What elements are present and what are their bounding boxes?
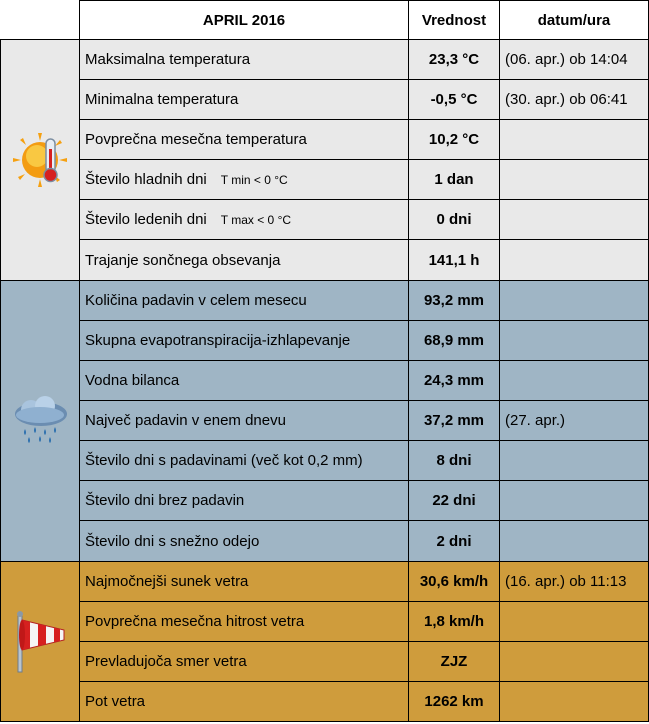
row-date: (27. apr.) bbox=[500, 401, 649, 441]
row-label: Povprečna mesečna temperatura bbox=[80, 120, 409, 160]
row-label: Vodna bilanca bbox=[80, 361, 409, 401]
table-row bbox=[1, 481, 649, 521]
row-date bbox=[500, 321, 649, 361]
row-value: 1 dan bbox=[409, 160, 500, 200]
row-date bbox=[500, 200, 649, 240]
row-label: Povprečna mesečna hitrost vetra bbox=[80, 602, 409, 642]
row-value: 23,3 °C bbox=[409, 40, 500, 80]
header-row bbox=[1, 1, 649, 40]
windsock-icon bbox=[10, 610, 70, 674]
row-date bbox=[500, 521, 649, 562]
row-label: Prevladujoča smer vetra bbox=[80, 642, 409, 682]
row-date: (30. apr.) ob 06:41 bbox=[500, 80, 649, 120]
row-date bbox=[500, 281, 649, 321]
row-value: 10,2 °C bbox=[409, 120, 500, 160]
precipitation-icon-cell bbox=[1, 281, 80, 562]
row-value: 68,9 mm bbox=[409, 321, 500, 361]
row-value: 2 dni bbox=[409, 521, 500, 562]
table-row bbox=[1, 642, 649, 682]
table-row bbox=[1, 321, 649, 361]
date-column-header: datum/ura bbox=[500, 1, 649, 40]
row-label: Količina padavin v celem mesecu bbox=[80, 281, 409, 321]
row-date bbox=[500, 160, 649, 200]
row-date bbox=[500, 441, 649, 481]
rain-cloud-icon bbox=[11, 396, 69, 446]
row-value: 8 dni bbox=[409, 441, 500, 481]
row-value: 30,6 km/h bbox=[409, 562, 500, 602]
row-label: Minimalna temperatura bbox=[80, 80, 409, 120]
row-date bbox=[500, 602, 649, 642]
table-row bbox=[1, 160, 649, 200]
row-date bbox=[500, 240, 649, 281]
row-label: Število dni brez padavin bbox=[80, 481, 409, 521]
value-column-header: Vrednost bbox=[409, 1, 500, 40]
row-label: Najmočnejši sunek vetra bbox=[80, 562, 409, 602]
row-value: 22 dni bbox=[409, 481, 500, 521]
row-date bbox=[500, 642, 649, 682]
table-row bbox=[1, 682, 649, 722]
row-date bbox=[500, 481, 649, 521]
row-label-condition: T min < 0 °C bbox=[220, 173, 288, 187]
table-row bbox=[1, 40, 649, 80]
row-value: 93,2 mm bbox=[409, 281, 500, 321]
row-label: Število hladnih dni T min < 0 °C bbox=[80, 160, 409, 200]
table-row bbox=[1, 80, 649, 120]
table-row bbox=[1, 240, 649, 281]
row-label-condition: T max < 0 °C bbox=[220, 213, 292, 227]
row-label: Število dni s snežno odejo bbox=[80, 521, 409, 562]
table-row bbox=[1, 441, 649, 481]
row-label: Maksimalna temperatura bbox=[80, 40, 409, 80]
row-label: Število dni s padavinami (več kot 0,2 mm) bbox=[80, 441, 409, 481]
row-value: 1262 km bbox=[409, 682, 500, 722]
table-row bbox=[1, 120, 649, 160]
table-row bbox=[1, 361, 649, 401]
row-label: Pot vetra bbox=[80, 682, 409, 722]
table-row bbox=[1, 281, 649, 321]
row-value: -0,5 °C bbox=[409, 80, 500, 120]
table-row bbox=[1, 562, 649, 602]
row-value: 141,1 h bbox=[409, 240, 500, 281]
row-date: (16. apr.) ob 11:13 bbox=[500, 562, 649, 602]
row-label: Skupna evapotranspiracija-izhlapevanje bbox=[80, 321, 409, 361]
row-label: Število ledenih dni T max < 0 °C bbox=[80, 200, 409, 240]
row-date bbox=[500, 120, 649, 160]
table-row bbox=[1, 521, 649, 562]
row-value: 1,8 km/h bbox=[409, 602, 500, 642]
row-value: ZJZ bbox=[409, 642, 500, 682]
row-date: (06. apr.) ob 14:04 bbox=[500, 40, 649, 80]
row-date bbox=[500, 361, 649, 401]
row-label: Največ padavin v enem dnevu bbox=[80, 401, 409, 441]
table-row bbox=[1, 200, 649, 240]
sun-thermometer-icon bbox=[11, 131, 69, 189]
month-header: APRIL 2016 bbox=[80, 1, 409, 40]
temperature-icon-cell bbox=[1, 40, 80, 281]
table-row bbox=[1, 602, 649, 642]
row-date bbox=[500, 682, 649, 722]
table-row bbox=[1, 401, 649, 441]
wind-icon-cell bbox=[1, 562, 80, 722]
row-value: 37,2 mm bbox=[409, 401, 500, 441]
row-value: 24,3 mm bbox=[409, 361, 500, 401]
row-label: Trajanje sončnega obsevanja bbox=[80, 240, 409, 281]
row-value: 0 dni bbox=[409, 200, 500, 240]
header-empty-cell bbox=[1, 1, 80, 40]
